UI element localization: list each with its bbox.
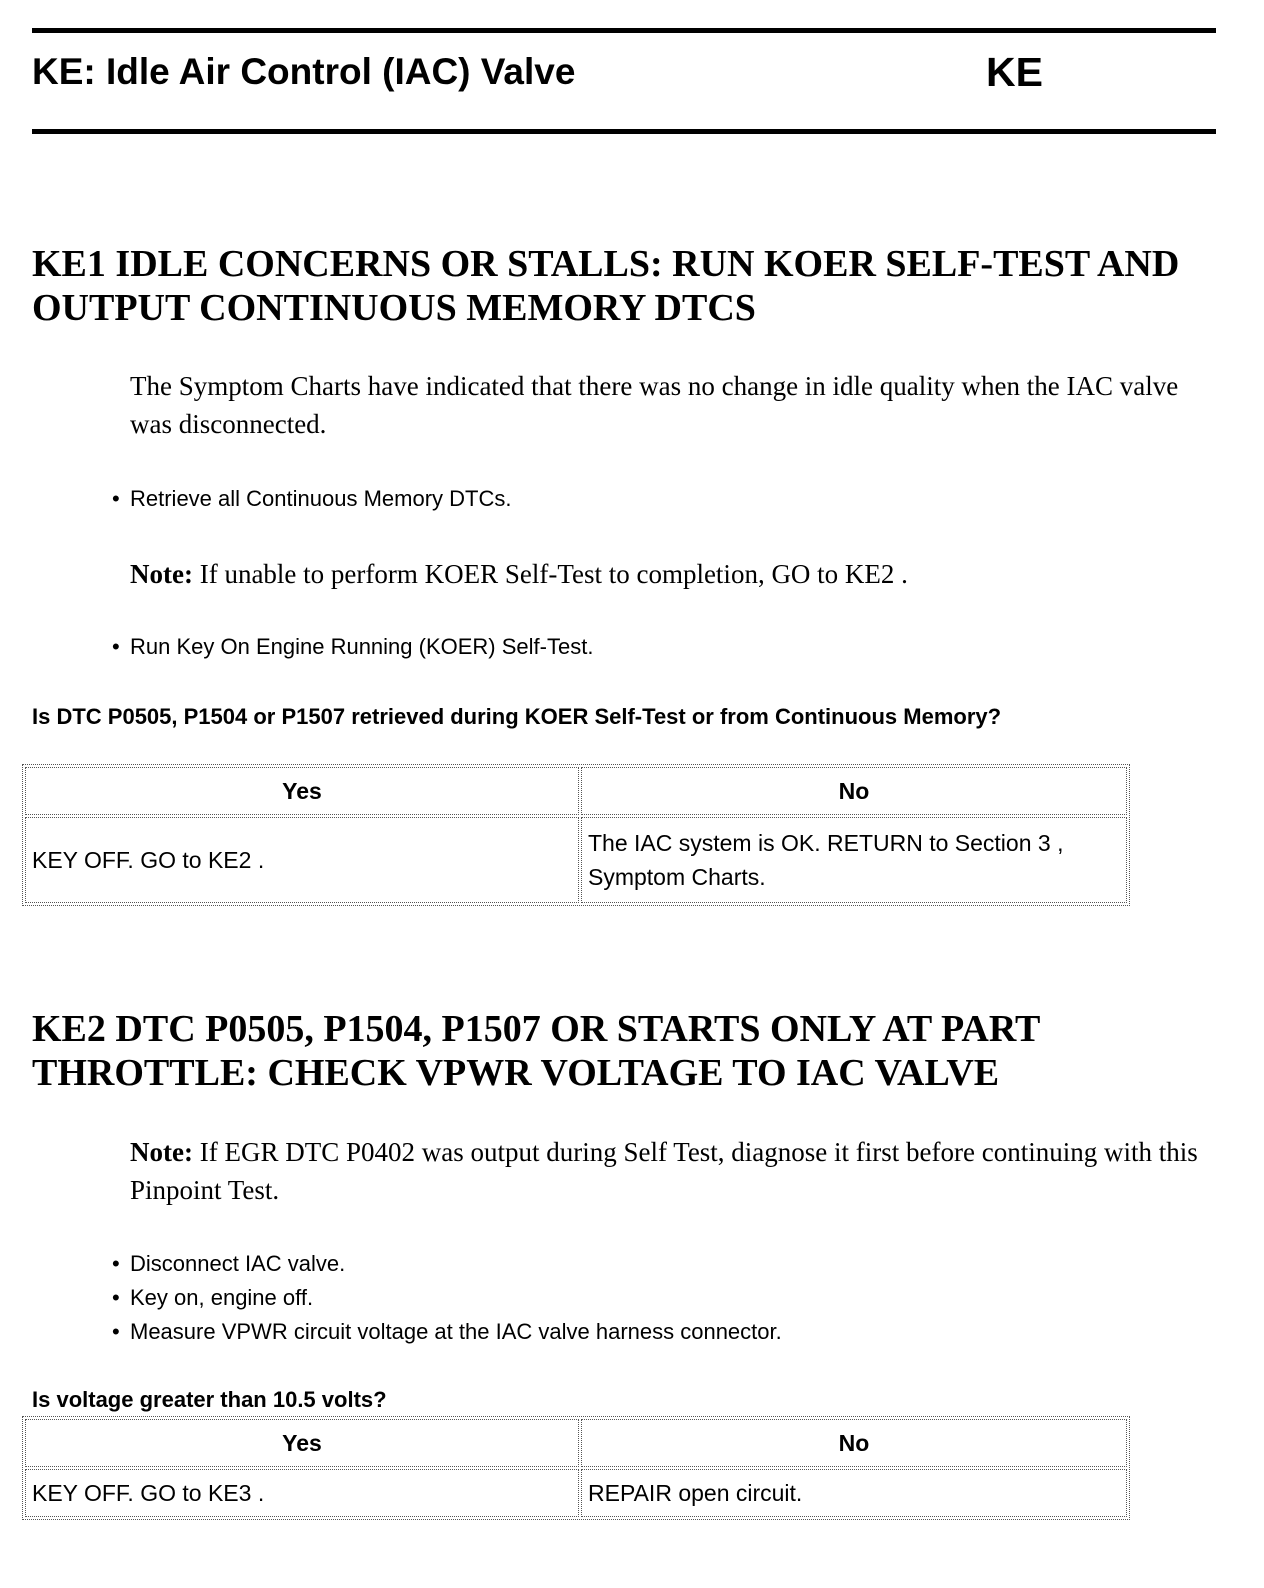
bullet-icon: • bbox=[112, 486, 120, 511]
table-header-row bbox=[25, 1419, 1127, 1467]
ke2-question: Is voltage greater than 10.5 volts? bbox=[32, 1387, 387, 1412]
table-row bbox=[25, 1469, 1127, 1517]
ke1-step-retrieve bbox=[112, 482, 511, 516]
table-header-row bbox=[25, 767, 1127, 815]
ke2-step-key-on-text: Key on, engine off. bbox=[130, 1285, 314, 1310]
no-action: REPAIR open circuit. bbox=[581, 1469, 1127, 1517]
bullet-icon: • bbox=[112, 1285, 120, 1310]
ke1-step-koer bbox=[112, 630, 593, 664]
bullet-icon: • bbox=[112, 1319, 120, 1344]
yes-header: Yes bbox=[25, 1419, 579, 1467]
bullet-icon: • bbox=[112, 1251, 120, 1276]
ke2-heading: KE2 DTC P0505, P1504, P1507 OR STARTS ONLY AT PART THROTTLE: CHECK VPWR VOLTAGE TO IAC VALVE bbox=[32, 1008, 1040, 1094]
ke2-decision-table bbox=[22, 1416, 1130, 1520]
ke1-note bbox=[130, 555, 1222, 593]
no-header: No bbox=[581, 1419, 1127, 1467]
table-row bbox=[25, 817, 1127, 903]
header-bottom-rule bbox=[32, 129, 1216, 134]
ke1-step-koer-text: Run Key On Engine Running (KOER) Self-Test. bbox=[130, 634, 594, 659]
ke1-note-label: Note: bbox=[130, 559, 193, 589]
ke1-heading: KE1 IDLE CONCERNS OR STALLS: RUN KOER SELF-TEST AND OUTPUT CONTINUOUS MEMORY DTCS bbox=[32, 243, 1180, 329]
yes-action: KEY OFF. GO to KE3 . bbox=[25, 1469, 579, 1517]
header-top-rule bbox=[32, 28, 1216, 33]
ke2-step-disconnect bbox=[112, 1247, 345, 1281]
ke2-step-disconnect-text: Disconnect IAC valve. bbox=[130, 1251, 346, 1276]
no-header: No bbox=[581, 767, 1127, 815]
bullet-icon: • bbox=[112, 634, 120, 659]
ke1-note-text: If unable to perform KOER Self-Test to completion, GO to KE2 . bbox=[192, 559, 908, 589]
ke2-step-key-on bbox=[112, 1281, 313, 1315]
ke1-intro: The Symptom Charts have indicated that there was no change in idle quality when the IAC valve was disconnected. bbox=[130, 371, 1179, 439]
ke2-note-label: Note: bbox=[130, 1137, 193, 1167]
ke2-note-text: If EGR DTC P0402 was output during Self Test, diagnose it first before continuing with this Pinpoint Test. bbox=[130, 1137, 1198, 1205]
yes-header: Yes bbox=[25, 767, 579, 815]
ke2-step-measure bbox=[112, 1315, 782, 1349]
ke1-question: Is DTC P0505, P1504 or P1507 retrieved during KOER Self-Test or from Continuous Memory? bbox=[32, 704, 1002, 729]
ke2-note bbox=[130, 1133, 1222, 1209]
page-title: KE: Idle Air Control (IAC) Valve bbox=[32, 51, 576, 92]
ke1-decision-table bbox=[22, 764, 1130, 906]
yes-action: KEY OFF. GO to KE2 . bbox=[25, 817, 579, 903]
ke1-step-retrieve-text: Retrieve all Continuous Memory DTCs. bbox=[130, 486, 512, 511]
no-action: The IAC system is OK. RETURN to Section 3 , Symptom Charts. bbox=[581, 817, 1127, 903]
ke2-step-measure-text: Measure VPWR circuit voltage at the IAC valve harness connector. bbox=[130, 1319, 782, 1344]
section-code: KE bbox=[986, 49, 1043, 95]
